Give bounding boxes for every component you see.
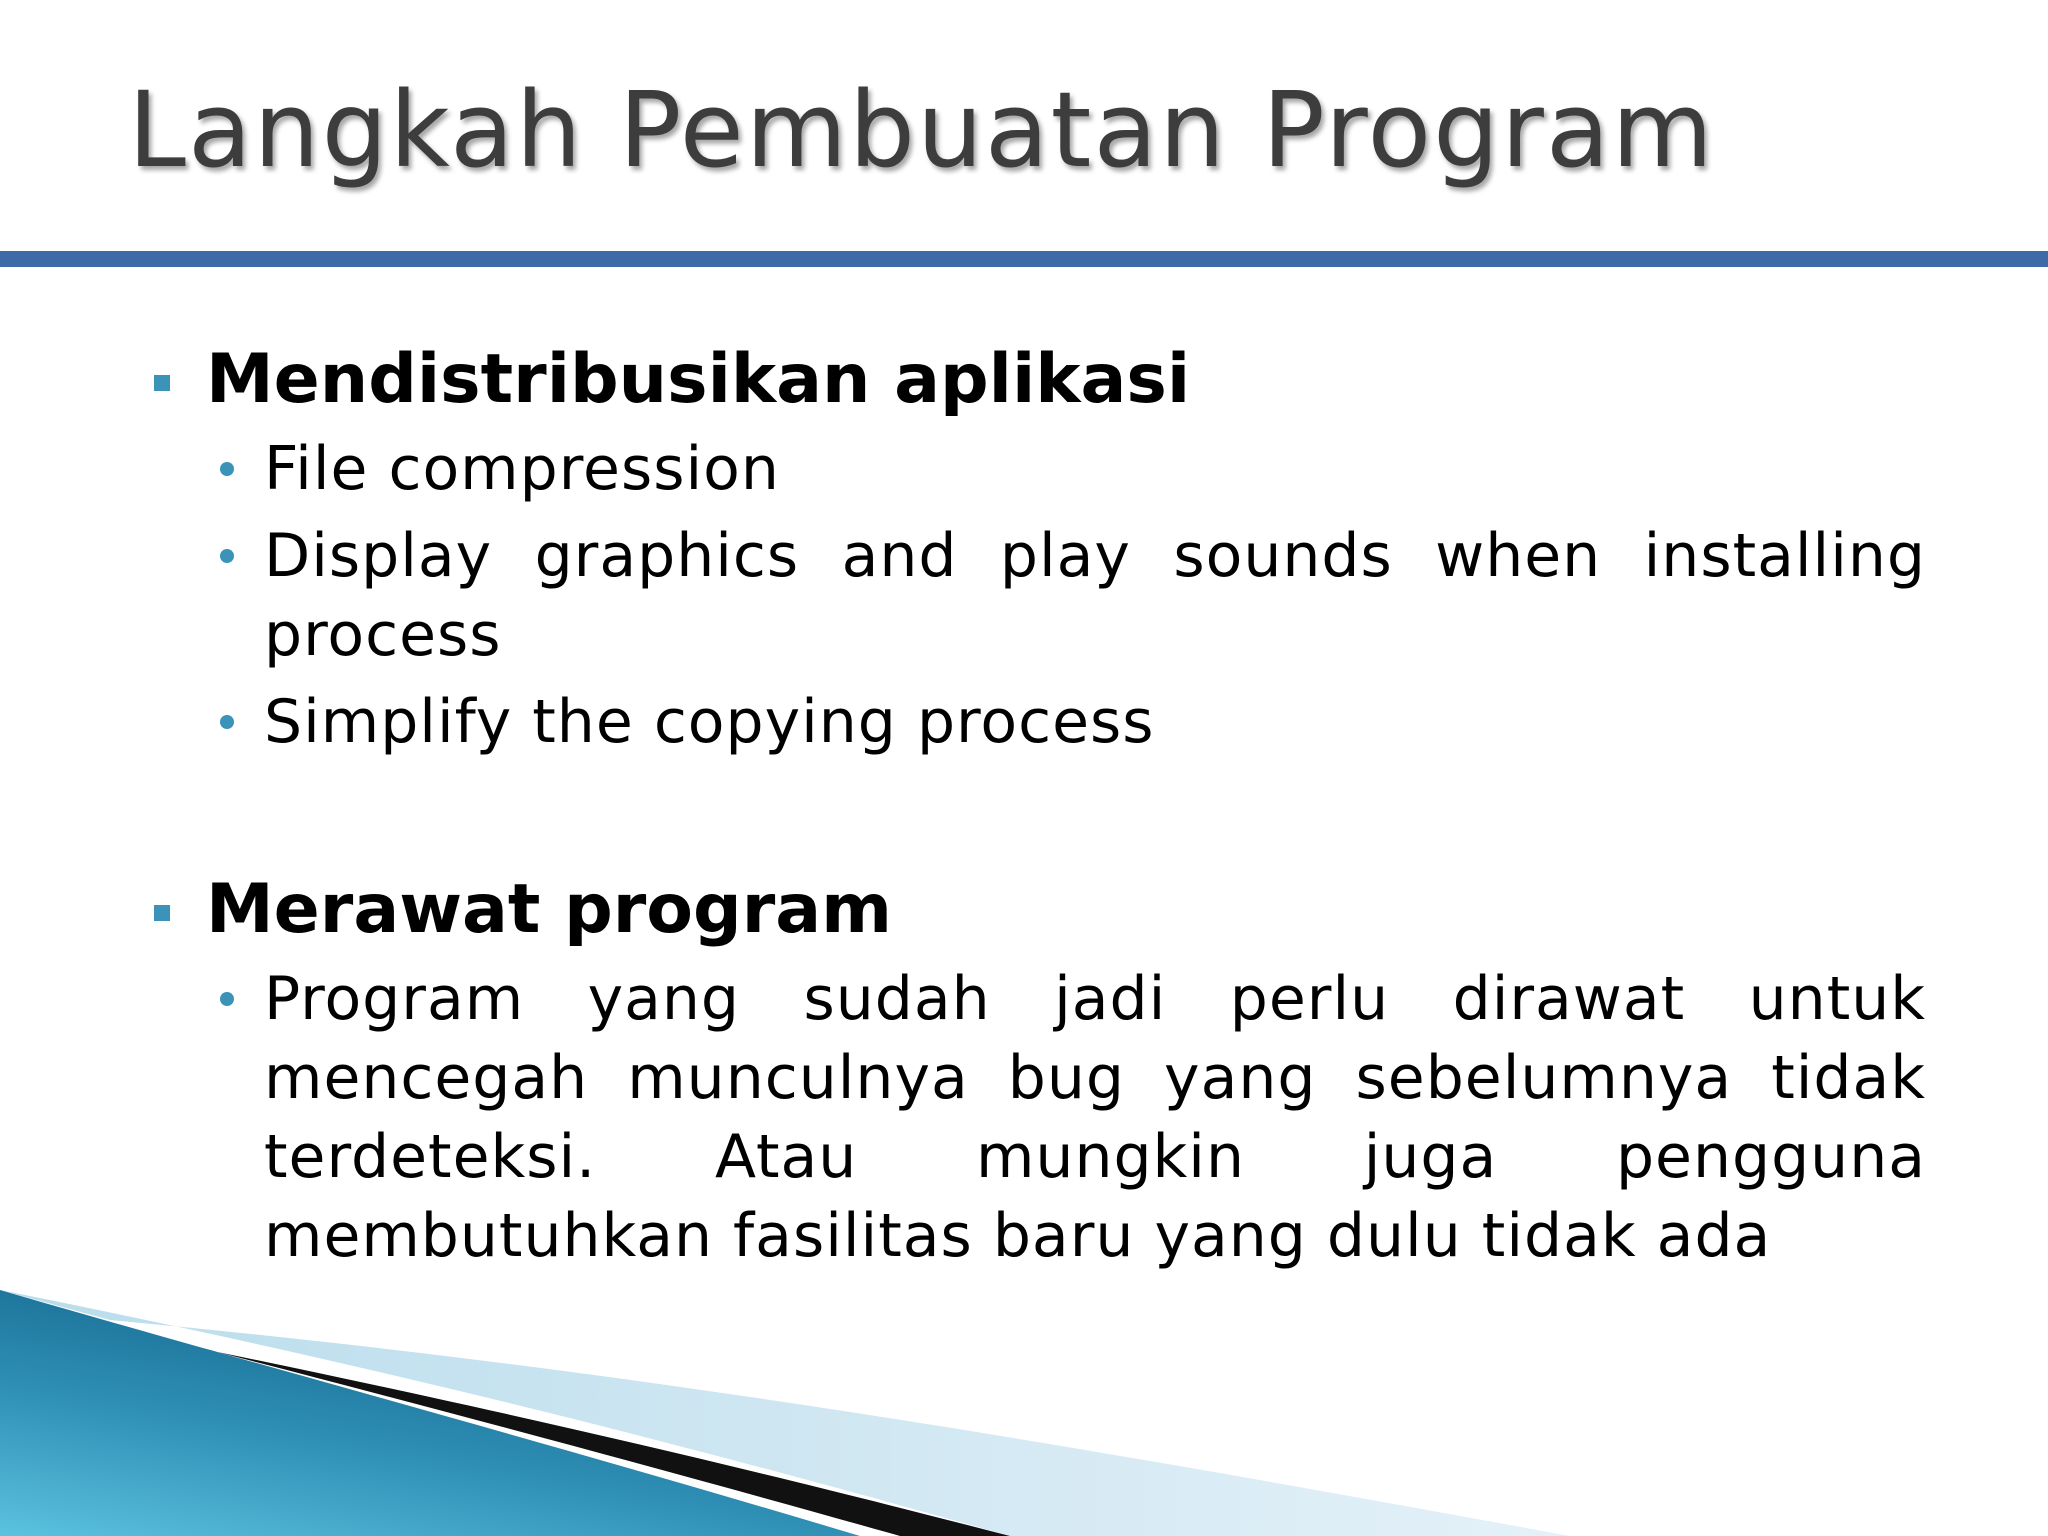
list-item-text: Program yang sudah jadi perlu dirawat untuk mencegah munculnya bug yang sebelumnya tidak terdeteksi. Atau mungkin juga pengguna membutuhkan fasilitas baru yang dulu tidak ada	[264, 964, 1926, 1271]
round-bullet-icon	[220, 462, 234, 476]
sub-bullet-list	[140, 960, 1926, 1276]
round-bullet-icon	[220, 715, 234, 729]
section-heading-text: Mendistribusikan aplikasi	[206, 340, 1191, 419]
sub-bullet-list	[140, 430, 1926, 762]
list-item-text: Display graphics and play sounds when installing process	[264, 521, 1926, 670]
slide-title: Langkah Pembuatan Program	[128, 69, 1715, 191]
list-item	[140, 517, 1926, 675]
square-bullet-icon	[154, 375, 170, 391]
section-heading	[140, 860, 1926, 960]
section-heading-text: Merawat program	[206, 870, 892, 949]
section-distribute-app	[140, 330, 1926, 762]
list-item	[140, 960, 1926, 1276]
title-divider	[0, 251, 2048, 267]
section-heading	[140, 330, 1926, 430]
section-maintain-program	[140, 860, 1926, 1276]
square-bullet-icon	[154, 905, 170, 921]
slide-content	[140, 330, 1926, 1276]
list-item-text: Simplify the copying process	[264, 687, 1155, 757]
round-bullet-icon	[220, 992, 234, 1006]
list-item-text: File compression	[264, 434, 780, 504]
list-item	[140, 430, 1926, 509]
round-bullet-icon	[220, 549, 234, 563]
list-item	[140, 683, 1926, 762]
